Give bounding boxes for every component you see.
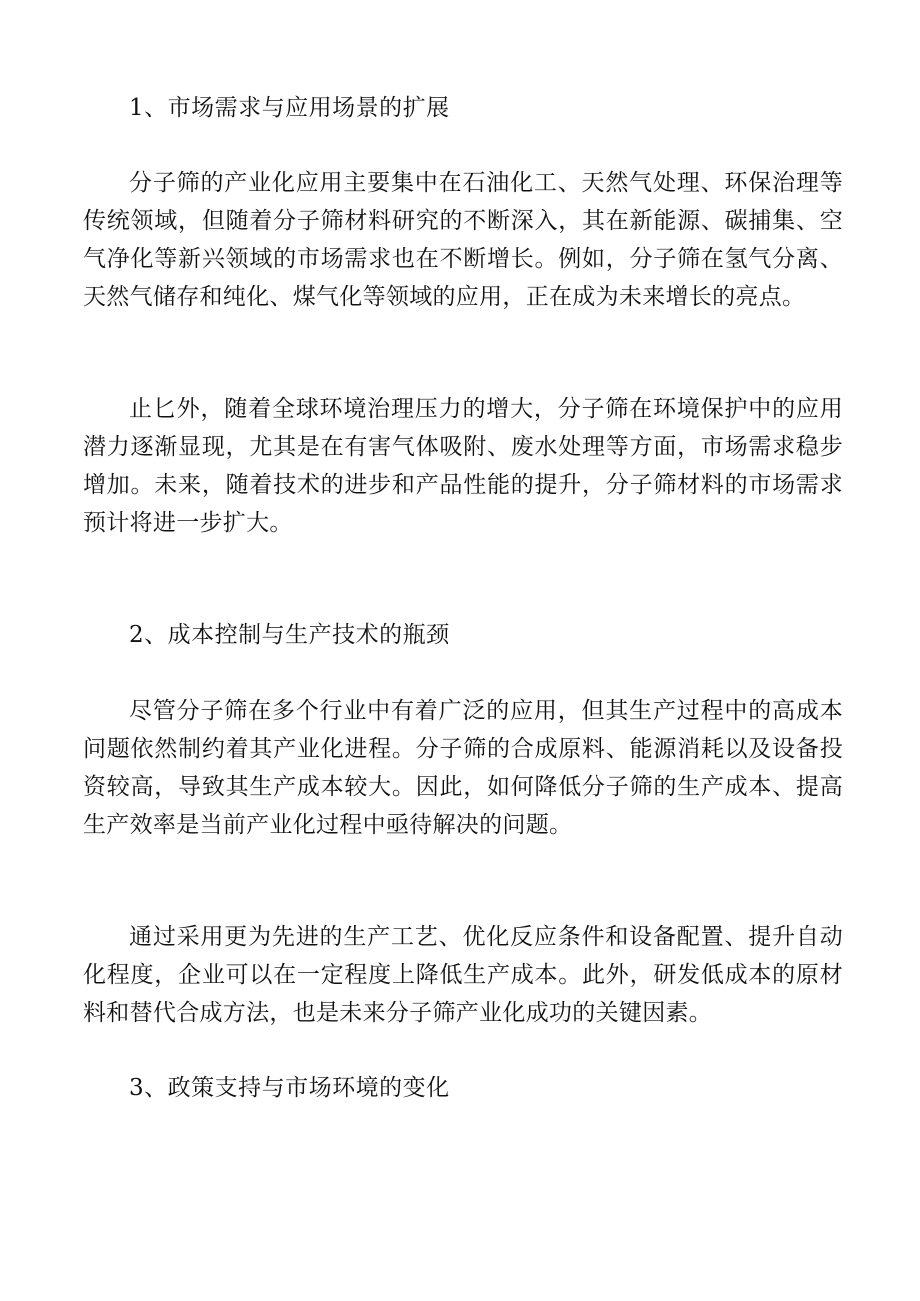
paragraph-4: 通过采用更为先进的生产工艺、优化反应条件和设备配置、提升自动化程度，企业可以在一定程度上降低生产成本。此外，研发低成本的原材料和替代合成方法，也是未来分子筛产业化成功的关键因素。 [83,924,843,1026]
paragraph-1: 分子筛的产业化应用主要集中在石油化工、天然气处理、环保治理等传统领域，但随着分子筛材料研究的不断深入，其在新能源、碳捕集、空气净化等新兴领域的市场需求也在不断增长。例如，分子筛在氢气分离、天然气储存和纯化、煤气化等领域的应用，正在成为未来增长的亮点。 [83,170,843,310]
section-heading-3: 3、政策支持与市场环境的变化 [129,1075,450,1101]
section-heading-1: 1、市场需求与应用场景的扩展 [129,95,450,121]
paragraph-3: 尽管分子筛在多个行业中有着广泛的应用，但其生产过程中的高成本问题依然制约着其产业化进程。分子筛的合成原料、能源消耗以及设备投资较高，导致其生产成本较大。因此，如何降低分子筛的生产成本、提高生产效率是当前产业化过程中亟待解决的问题。 [83,698,843,838]
section-heading-2: 2、成本控制与生产技术的瓶颈 [129,622,450,648]
paragraph-2: 止匕外，随着全球环境治理压力的增大，分子筛在环境保护中的应用潜力逐渐显现，尤其是在有害气体吸附、废水处理等方面，市场需求稳步增加。未来，随着技术的进步和产品性能的提升，分子筛材料的市场需求预计将进一步扩大。 [83,396,843,536]
